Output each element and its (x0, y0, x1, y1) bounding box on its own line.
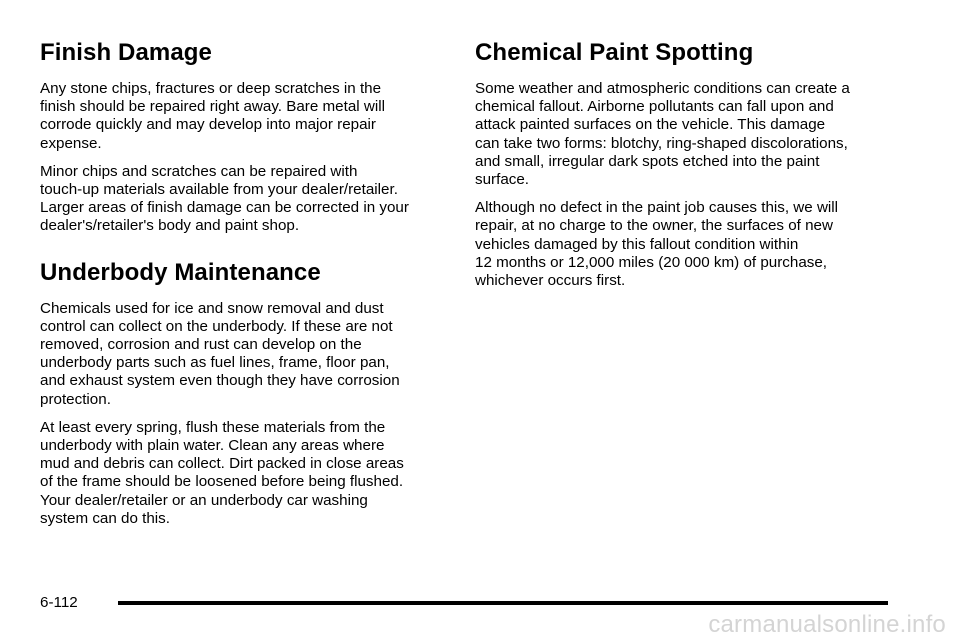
right-column (475, 38, 895, 300)
section-title-underbody-maintenance: Underbody Maintenance (40, 258, 321, 286)
paragraph-chemical-spotting-2: Although no defect in the paint job causes this, we will repair, at no charge to the owner, the surfaces of new vehicles damaged by this fallout condition within 12 months or 12,000 miles (20 000 km) of purchase, whichever occurs first. (475, 199, 839, 290)
page-number: 6-112 (40, 594, 78, 611)
paragraph-finish-damage-2: Minor chips and scratches can be repaired with touch-up materials available from your dealer/retailer. Larger areas of finish damage can be corrected in your dealer's/retailer's body and paint shop. (40, 162, 409, 235)
watermark: carmanualsonline.info (708, 611, 946, 638)
paragraph-finish-damage-1: Any stone chips, fractures or deep scratches in the finish should be repaired right away. Bare metal will corrode quickly and may develop into major repair expense. (40, 80, 385, 152)
paragraph-chemical-spotting-1: Some weather and atmospheric conditions can create a chemical fallout. Airborne pollutants can fall upon and attack painted surfaces on the vehicle. This damage can take two forms: blotchy, ring-shaped discolorations, and small, irregular dark spots etched into the paint surface. (475, 80, 850, 189)
section-title-chemical-paint-spotting: Chemical Paint Spotting (475, 39, 754, 66)
footer-divider (118, 601, 888, 605)
section-title-finish-damage: Finish Damage (40, 39, 213, 66)
left-column (40, 38, 440, 538)
paragraph-underbody-1: Chemicals used for ice and snow removal and dust control can collect on the underbody. If these are not removed, corrosion and rust can develop on the underbody parts such as fuel lines, frame, floor pan, and exhaust system even though they have corrosion protection. (40, 299, 400, 408)
paragraph-underbody-2: At least every spring, flush these materials from the underbody with plain water. Clean any areas where mud and debris can collect. Dirt packed in close areas of the frame should be loosened before being flushed. Your dealer/retailer or an underbody car washing system can do this. (40, 418, 404, 527)
